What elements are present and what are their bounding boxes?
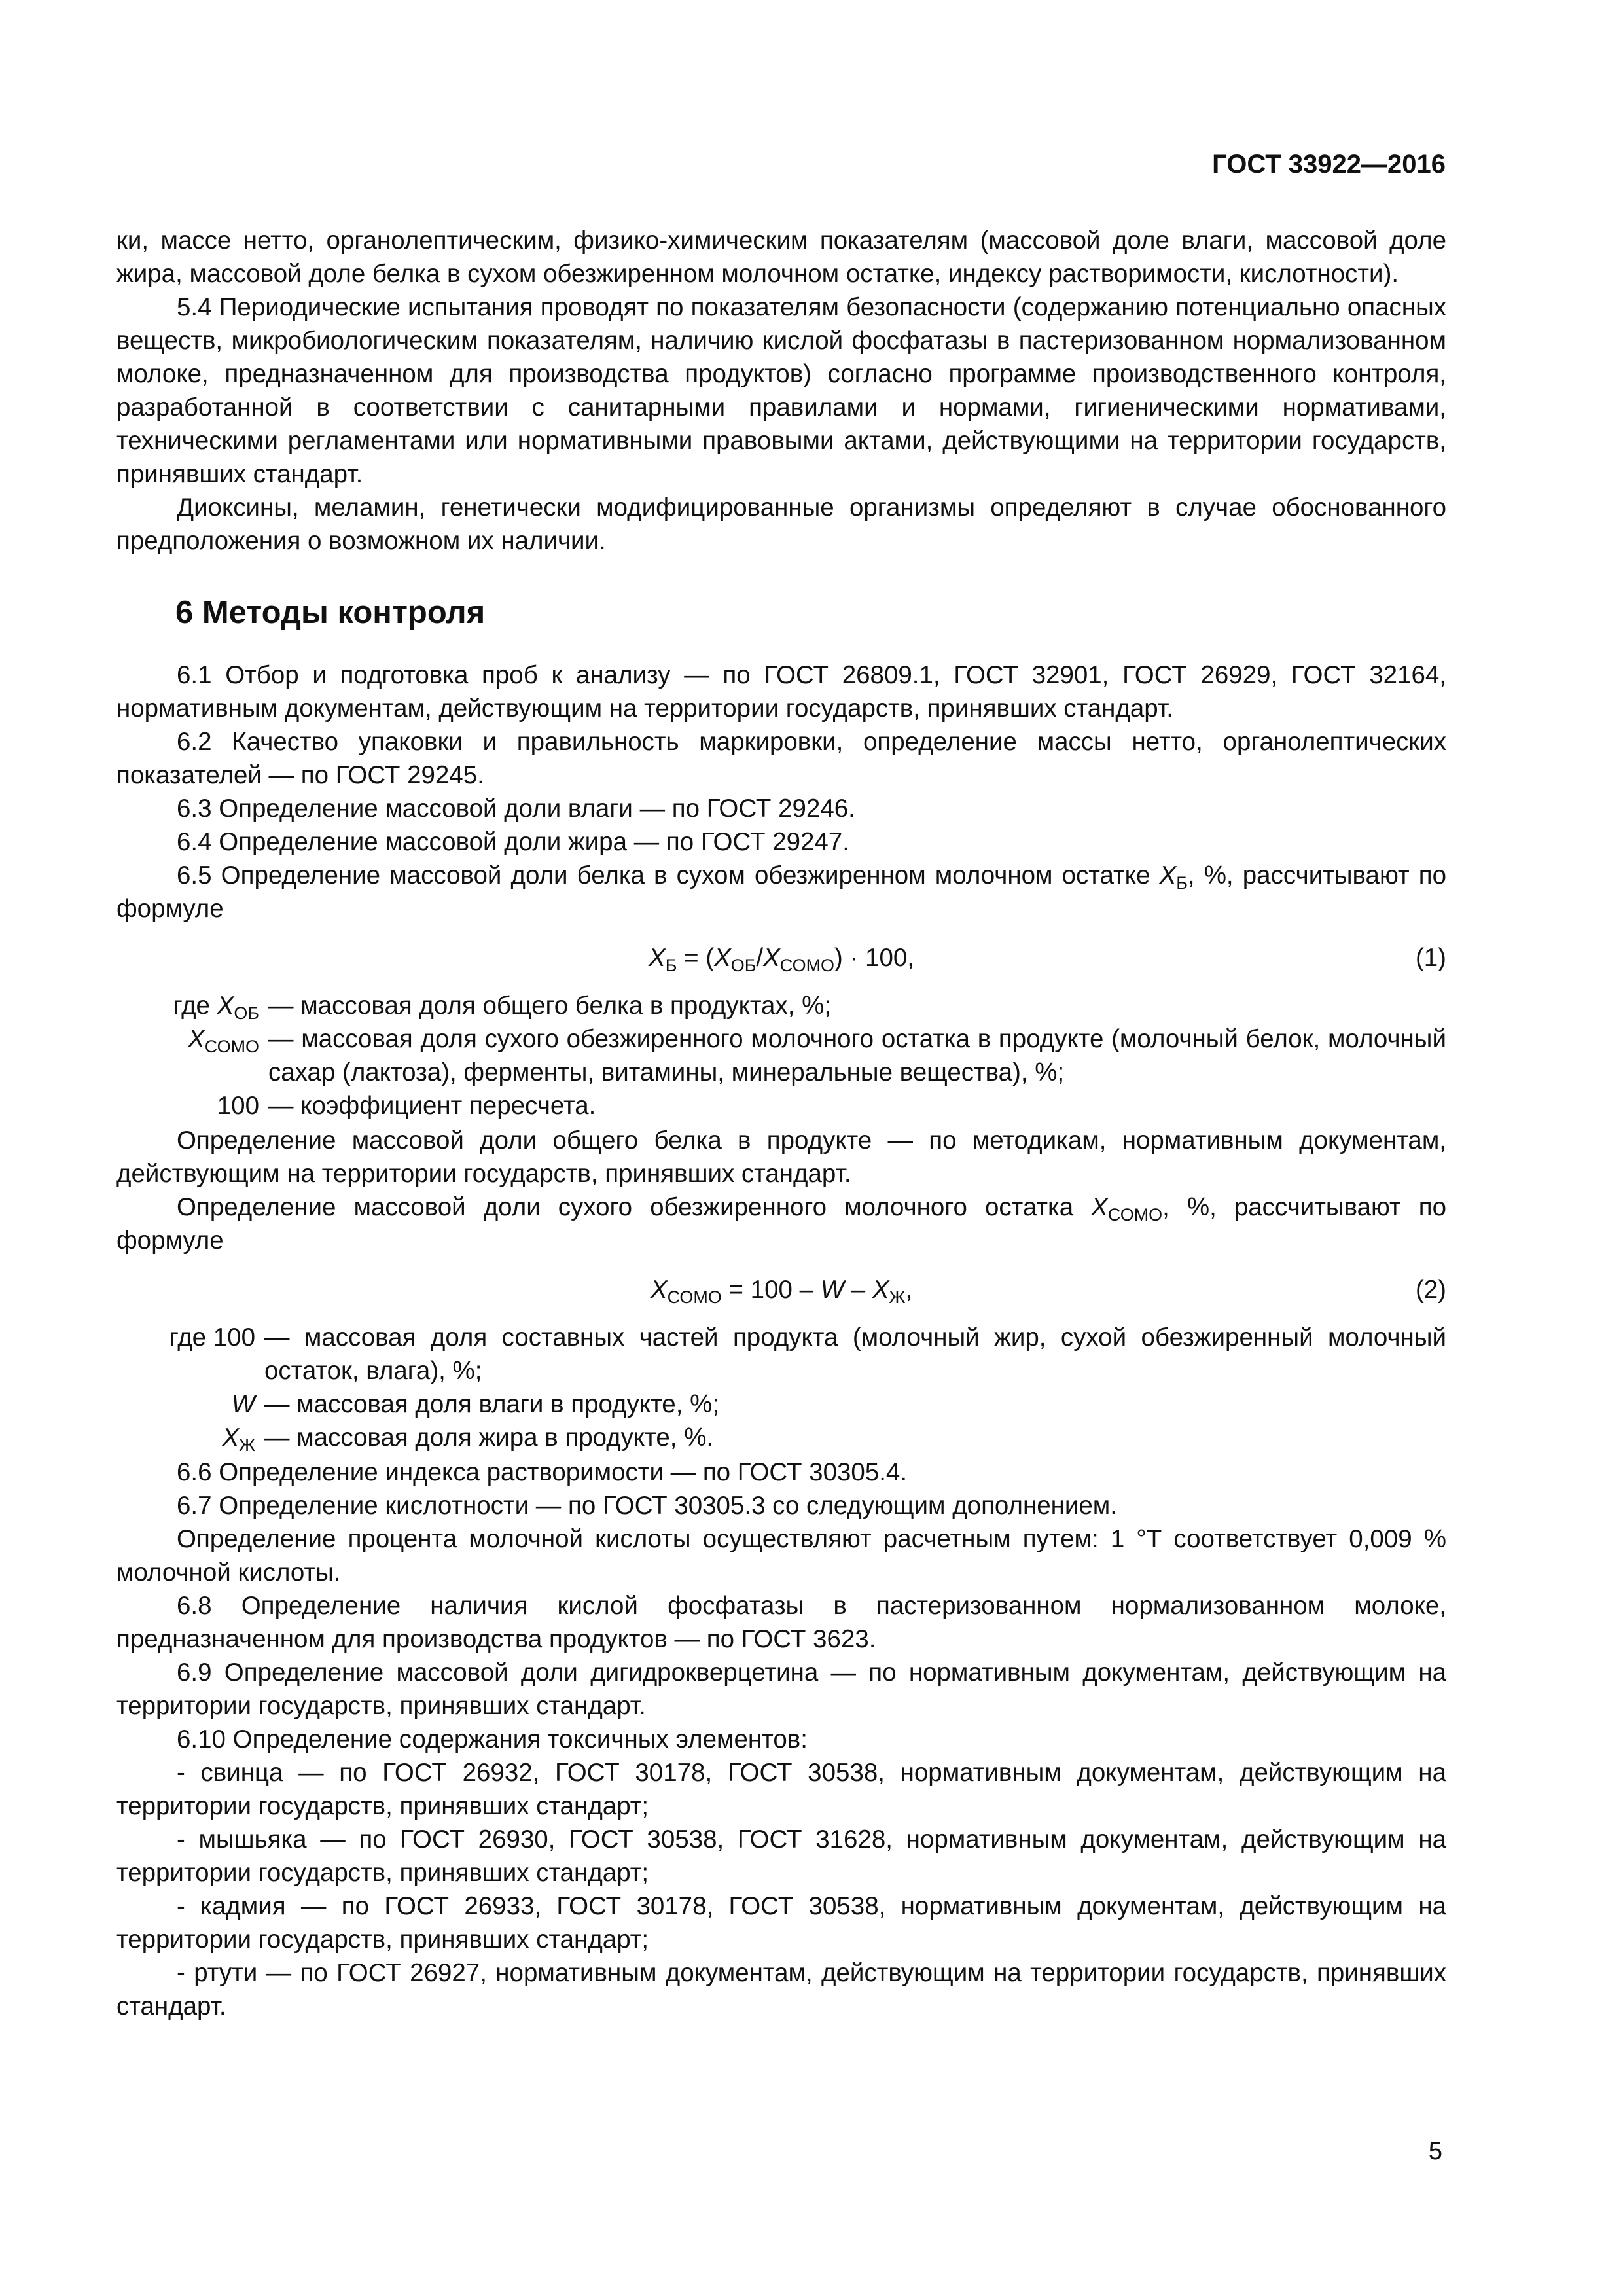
symbol-w: W [231, 1390, 255, 1418]
subscript: Ж [239, 1435, 255, 1455]
subscript: Б [665, 956, 677, 975]
legend-text: — массовая доля сухого обезжиренного молочного остатка в продукте (молочный белок, молочный сахар (лактоза), ферменты, витамины, минеральные вещества), %; [268, 1025, 1446, 1086]
legend-symbol [116, 1022, 268, 1089]
paragraph-6-5 [116, 859, 1446, 925]
formula-expression [116, 941, 1446, 975]
symbol-w: W [820, 1276, 845, 1304]
symbol-x: X [763, 944, 780, 972]
paragraph-6-3: 6.3 Определение массовой доли влаги — по ГОСТ 29246. [177, 795, 855, 823]
legend-text: — массовая доля общего белка в продуктах, %; [268, 992, 832, 1020]
paragraph-somo [116, 1191, 1446, 1257]
paragraph-dioxins: Диоксины, меламин, генетически модифицированные организмы определяют в случае обоснованного предположения о возможном их наличии. [116, 493, 1446, 555]
subscript: ОБ [234, 1003, 259, 1023]
text-fragment: Определение массовой доли сухого обезжиренного молочного остатка [177, 1193, 1092, 1221]
subscript: СОМО [1107, 1205, 1163, 1225]
formula-text: – [844, 1276, 872, 1304]
formula-text: ) · 100, [834, 944, 914, 972]
paragraph-total-protein: Определение массовой доли общего белка в продукте — по методикам, нормативным документам, действующим на территории государств, принявших стандарт. [116, 1126, 1446, 1188]
legend-where: где [173, 992, 217, 1020]
paragraph-lactic-acid: Определение процента молочной кислоты осуществляют расчетным путем: 1 °Т соответствует 0,009 % молочной кислоты. [116, 1525, 1446, 1587]
formula-expression [116, 1273, 1446, 1306]
symbol-x: X [217, 992, 234, 1020]
symbol-x: X [1159, 861, 1177, 889]
legend-symbol: где 100 [169, 1323, 255, 1352]
subscript: СОМО [667, 1287, 722, 1307]
paragraph-5-4: 5.4 Периодические испытания проводят по показателям безопасности (содержанию потенциально опасных веществ, микробиологическим показателям, наличию кислой фосфатазы в пастеризованном нормализованном молоке, предназначенном для производства продуктов) согласно программе производственного контроля, разработанной в соответствии с санитарными правилами и нормами, гигиеническими нормативами, техническими регламентами или нормативными правовыми актами, действующими на территории государств, принявших стандарт. [116, 293, 1446, 488]
paragraph-6-9: 6.9 Определение массовой доли дигидрокверцетина — по нормативным документам, действующим на территории государств, принявших стандарт. [116, 1659, 1446, 1720]
legend-row [116, 1022, 1446, 1089]
legend-row [116, 1421, 1446, 1454]
formula-1 [116, 941, 1446, 975]
text-fragment: , %, рассчитывают по формуле [116, 861, 1446, 923]
legend-row [116, 1388, 1446, 1421]
list-item-arsenic: - мышьяка — по ГОСТ 26930, ГОСТ 30538, ГОСТ 31628, нормативным документам, действующим на территории государств, принявших стандарт; [116, 1825, 1446, 1887]
paragraph-6-10: 6.10 Определение содержания токсичных элементов: [177, 1725, 808, 1753]
paragraph-6-1: 6.1 Отбор и подготовка проб к анализу — по ГОСТ 26809.1, ГОСТ 32901, ГОСТ 26929, ГОСТ 32164, нормативным документам, действующим на территории государств, принявших стандарт. [116, 661, 1446, 723]
list-item-mercury: - ртути — по ГОСТ 26927, нормативным документам, действующим на территории государств, принявших стандарт. [116, 1959, 1446, 2020]
standard-designation: ГОСТ 33922—2016 [1212, 150, 1446, 179]
subscript: ОБ [730, 956, 757, 975]
formula-2 [116, 1273, 1446, 1306]
legend-row [116, 989, 1446, 1022]
legend-text: — массовая доля составных частей продукта (молочный жир, сухой обезжиренный молочный остаток, влага), %; [264, 1323, 1446, 1385]
paragraph-6-2: 6.2 Качество упаковки и правильность маркировки, определение массы нетто, органолептических показателей — по ГОСТ 29245. [116, 728, 1446, 789]
symbol-x: X [188, 1025, 205, 1053]
formula-1-legend [116, 989, 1446, 1122]
paragraph-6-8: 6.8 Определение наличия кислой фосфатазы в пастеризованном нормализованном молоке, предназначенном для производства продуктов — по ГОСТ 3623. [116, 1592, 1446, 1653]
subscript: Б [1176, 873, 1188, 893]
legend-symbol: 100 [217, 1092, 259, 1120]
symbol-x: X [872, 1276, 889, 1304]
symbol-x: X [714, 944, 731, 972]
legend-symbol [116, 989, 268, 1022]
section-title: 6 Методы контроля [175, 595, 486, 630]
list-item-cadmium: - кадмия — по ГОСТ 26933, ГОСТ 30178, ГОСТ 30538, нормативным документам, действующим на территории государств, принявших стандарт; [116, 1892, 1446, 1954]
page-content [116, 224, 1446, 2023]
formula-text: / [756, 944, 764, 972]
formula-number: (2) [1415, 1276, 1446, 1304]
paragraph-6-4: 6.4 Определение массовой доли жира — по ГОСТ 29247. [177, 828, 849, 856]
legend-row [116, 1321, 1446, 1388]
legend-symbol [116, 1421, 264, 1454]
formula-text: , [905, 1276, 913, 1304]
subscript: СОМО [204, 1037, 259, 1056]
symbol-x: X [1091, 1193, 1108, 1221]
page-number: 5 [1428, 2138, 1442, 2165]
formula-text: = ( [677, 944, 715, 972]
legend-text: — массовая доля влаги в продукте, %; [264, 1390, 720, 1418]
text-fragment: , %, рассчитывают по формуле [116, 1193, 1446, 1255]
formula-number: (1) [1415, 944, 1446, 972]
legend-text: — коэффициент пересчета. [268, 1092, 596, 1120]
subscript: СОМО [779, 956, 835, 975]
list-item-lead: - свинца — по ГОСТ 26932, ГОСТ 30178, ГОСТ 30538, нормативным документам, действующим на территории государств, принявших стандарт; [116, 1759, 1446, 1820]
formula-2-legend [116, 1321, 1446, 1454]
text-fragment: 6.5 Определение массовой доли белка в сухом обезжиренном молочном остатке [177, 861, 1160, 889]
subscript: Ж [889, 1287, 906, 1307]
formula-text: = 100 – [721, 1276, 821, 1304]
legend-text: — массовая доля жира в продукте, %. [264, 1424, 714, 1452]
symbol-x: X [649, 944, 666, 972]
paragraph: ки, массе нетто, органолептическим, физико-химическим показателям (массовой доле влаги, массовой доле жира, массовой доле белка в сухом обезжиренном молочном остатке, индексу растворимости, кислотности). [116, 226, 1446, 288]
paragraph-6-6: 6.6 Определение индекса растворимости — по ГОСТ 30305.4. [177, 1458, 908, 1486]
legend-symbol [116, 1388, 264, 1421]
symbol-x: X [650, 1276, 668, 1304]
legend-row [116, 1089, 1446, 1122]
paragraph-6-7: 6.7 Определение кислотности — по ГОСТ 30305.3 со следующим дополнением. [177, 1492, 1117, 1520]
symbol-x: X [222, 1424, 240, 1452]
